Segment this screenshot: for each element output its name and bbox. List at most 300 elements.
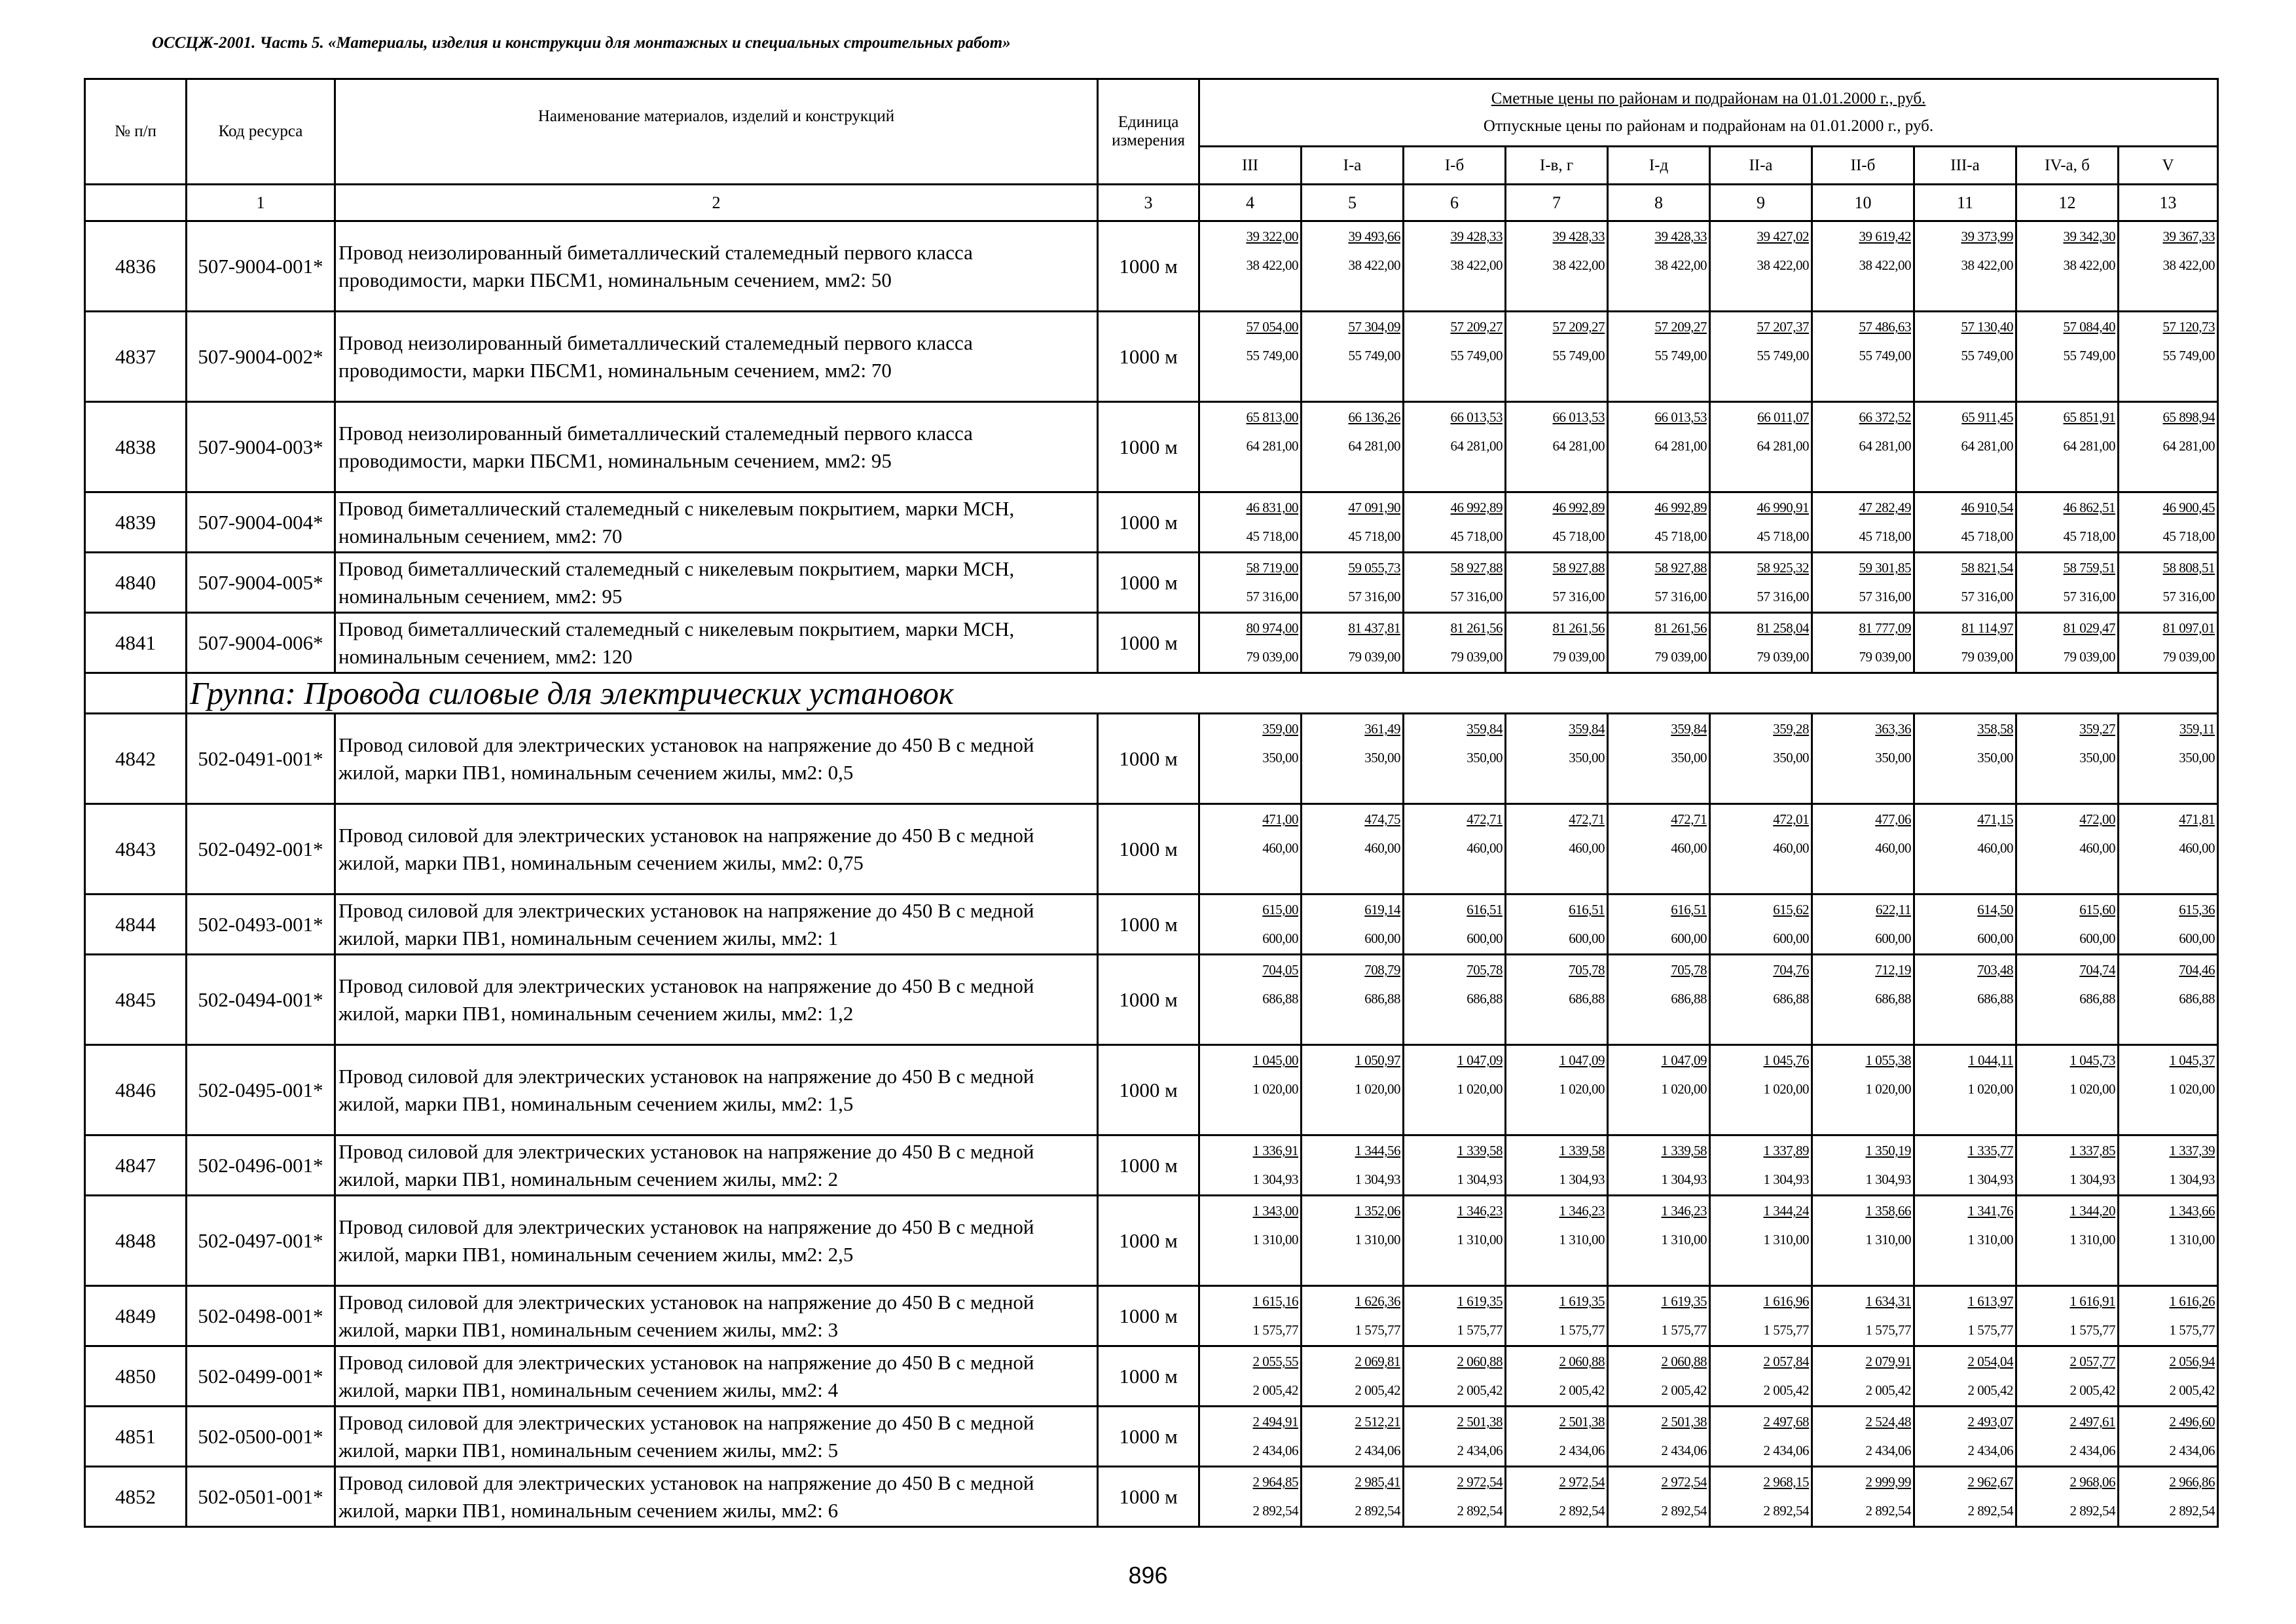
price-cell — [1506, 221, 1608, 312]
column-number: 3 — [1098, 185, 1199, 221]
release-price: 38 422,00 — [1654, 257, 1707, 273]
estimate-price: 1 346,23 — [1559, 1203, 1605, 1219]
price-cell — [1302, 1407, 1404, 1467]
release-price: 2 005,42 — [2069, 1382, 2115, 1398]
price-cell — [1914, 1286, 2016, 1346]
estimate-price: 703,48 — [1977, 962, 2013, 978]
table-row — [85, 714, 2218, 804]
estimate-price: 712,19 — [1875, 962, 1911, 978]
price-cell — [1914, 804, 2016, 895]
price-cell — [1302, 804, 1404, 895]
header-name: Наименование материалов, изделий и конструкций — [335, 79, 1098, 185]
release-price: 1 020,00 — [1559, 1081, 1605, 1097]
price-cell — [1710, 553, 1812, 613]
estimate-price: 46 992,89 — [1552, 500, 1605, 515]
price-cell — [1608, 402, 1710, 492]
price-cell — [1302, 613, 1404, 673]
price-table — [84, 78, 2219, 1528]
price-cell — [2016, 1346, 2119, 1407]
release-price: 2 434,06 — [1865, 1443, 1911, 1458]
price-cell — [1199, 1346, 1302, 1407]
estimate-price: 66 011,07 — [1757, 409, 1809, 425]
price-cell — [1302, 402, 1404, 492]
column-number: 4 — [1199, 185, 1302, 221]
release-price: 1 304,93 — [1457, 1172, 1503, 1187]
estimate-price: 65 911,45 — [1961, 409, 2013, 425]
estimate-price: 1 337,39 — [2169, 1143, 2215, 1158]
estimate-price: 57 207,37 — [1757, 319, 1809, 335]
release-price: 1 310,00 — [1661, 1232, 1707, 1247]
release-price: 38 422,00 — [1246, 257, 1298, 273]
release-price: 350,00 — [1467, 750, 1503, 766]
release-price: 686,88 — [1773, 991, 1809, 1006]
unit-of-measure: 1000 м — [1098, 553, 1199, 613]
price-cell — [2119, 1407, 2218, 1467]
estimate-price: 472,01 — [1773, 811, 1809, 827]
estimate-price: 363,36 — [1875, 721, 1911, 737]
price-cell — [2016, 895, 2119, 955]
unit-of-measure: 1000 м — [1098, 221, 1199, 312]
price-cell — [1812, 1196, 1914, 1286]
column-number: 8 — [1608, 185, 1710, 221]
estimate-price: 2 497,68 — [1763, 1414, 1809, 1430]
estimate-price: 708,79 — [1364, 962, 1400, 978]
unit-of-measure: 1000 м — [1098, 1045, 1199, 1135]
estimate-price: 46 831,00 — [1246, 500, 1298, 515]
estimate-price: 705,78 — [1671, 962, 1707, 978]
release-price: 38 422,00 — [2063, 257, 2115, 273]
row-num: 4838 — [85, 402, 187, 492]
release-price: 600,00 — [1671, 931, 1707, 946]
estimate-price: 615,62 — [1773, 902, 1809, 917]
estimate-price: 358,58 — [1977, 721, 2013, 737]
estimate-price: 58 808,51 — [2162, 560, 2215, 576]
price-cell — [1608, 804, 1710, 895]
row-num: 4839 — [85, 492, 187, 553]
release-price: 57 316,00 — [1961, 589, 2013, 604]
row-num: 4841 — [85, 613, 187, 673]
estimate-price: 615,00 — [1262, 902, 1298, 917]
estimate-price: 57 209,27 — [1654, 319, 1707, 335]
price-cell — [1812, 553, 1914, 613]
column-number-blank — [85, 185, 187, 221]
price-cell — [1812, 1045, 1914, 1135]
release-price: 1 575,77 — [1252, 1322, 1298, 1338]
price-cell — [1914, 613, 2016, 673]
unit-of-measure: 1000 м — [1098, 1407, 1199, 1467]
estimate-price: 616,51 — [1569, 902, 1605, 917]
estimate-price: 2 972,54 — [1661, 1474, 1707, 1490]
release-price: 1 020,00 — [1661, 1081, 1707, 1097]
price-cell — [1302, 895, 1404, 955]
release-price: 64 281,00 — [1450, 438, 1503, 454]
price-cell — [1506, 492, 1608, 553]
release-price: 2 434,06 — [1763, 1443, 1809, 1458]
estimate-price: 47 282,49 — [1859, 500, 1911, 515]
release-price: 2 434,06 — [2169, 1443, 2215, 1458]
release-price: 350,00 — [1364, 750, 1400, 766]
release-price: 2 892,54 — [1661, 1503, 1707, 1519]
price-cell — [1608, 1135, 1710, 1196]
price-cell — [1404, 1407, 1506, 1467]
release-price: 1 020,00 — [1355, 1081, 1400, 1097]
price-cell — [1302, 1467, 1404, 1527]
release-price: 2 892,54 — [1967, 1503, 2013, 1519]
estimate-price: 59 055,73 — [1348, 560, 1400, 576]
price-cell — [1710, 613, 1812, 673]
estimate-price: 81 261,56 — [1450, 620, 1503, 636]
estimate-price: 58 821,54 — [1961, 560, 2013, 576]
resource-code: 507-9004-006* — [187, 613, 335, 673]
price-cell — [2016, 553, 2119, 613]
estimate-price: 2 964,85 — [1252, 1474, 1298, 1490]
group-row-blank — [85, 673, 187, 714]
release-price: 460,00 — [2079, 840, 2115, 856]
price-cell — [1812, 1407, 1914, 1467]
estimate-price: 2 972,54 — [1559, 1474, 1605, 1490]
estimate-price: 57 120,73 — [2162, 319, 2215, 335]
price-cell — [2119, 613, 2218, 673]
estimate-price: 66 372,52 — [1859, 409, 1911, 425]
release-price: 1 304,93 — [1355, 1172, 1400, 1187]
release-price: 1 020,00 — [1252, 1081, 1298, 1097]
estimate-price: 46 862,51 — [2063, 500, 2115, 515]
release-price: 57 316,00 — [1859, 589, 1911, 604]
row-num: 4852 — [85, 1467, 187, 1527]
price-cell — [1199, 402, 1302, 492]
estimate-price: 616,51 — [1467, 902, 1503, 917]
estimate-price: 47 091,90 — [1348, 500, 1400, 515]
estimate-price: 359,27 — [2079, 721, 2115, 737]
price-cell — [1302, 1346, 1404, 1407]
estimate-price: 58 719,00 — [1246, 560, 1298, 576]
estimate-price: 58 925,32 — [1757, 560, 1809, 576]
resource-code: 507-9004-004* — [187, 492, 335, 553]
price-cell — [2119, 492, 2218, 553]
release-price: 1 304,93 — [2169, 1172, 2215, 1187]
estimate-price: 1 346,23 — [1457, 1203, 1503, 1219]
price-cell — [1404, 1135, 1506, 1196]
row-num: 4848 — [85, 1196, 187, 1286]
price-cell — [1404, 553, 1506, 613]
release-price: 45 718,00 — [1654, 528, 1707, 544]
estimate-price: 359,00 — [1262, 721, 1298, 737]
release-price: 1 020,00 — [1457, 1081, 1503, 1097]
release-price: 1 304,93 — [1252, 1172, 1298, 1187]
release-price: 1 310,00 — [1355, 1232, 1400, 1247]
estimate-price: 1 045,73 — [2069, 1052, 2115, 1068]
estimate-price: 57 084,40 — [2063, 319, 2115, 335]
estimate-price: 1 352,06 — [1355, 1203, 1400, 1219]
table-row — [85, 613, 2218, 673]
row-num: 4847 — [85, 1135, 187, 1196]
estimate-price: 81 261,56 — [1552, 620, 1605, 636]
estimate-price: 622,11 — [1876, 902, 1911, 917]
release-price: 1 304,93 — [1865, 1172, 1911, 1187]
price-cell — [1302, 492, 1404, 553]
estimate-price: 57 209,27 — [1450, 319, 1503, 335]
estimate-price: 57 054,00 — [1246, 319, 1298, 335]
release-price: 79 039,00 — [1348, 649, 1400, 665]
release-price: 460,00 — [1773, 840, 1809, 856]
release-price: 686,88 — [2179, 991, 2215, 1006]
row-num: 4842 — [85, 714, 187, 804]
release-price: 2 892,54 — [2069, 1503, 2115, 1519]
release-price: 1 304,93 — [1661, 1172, 1707, 1187]
estimate-price: 472,71 — [1467, 811, 1503, 827]
release-price: 45 718,00 — [2162, 528, 2215, 544]
estimate-price: 2 501,38 — [1559, 1414, 1605, 1430]
material-name: Провод силовой для электрических установок на напряжение до 450 В с медной жилой, марки ПВ1, номинальным сечением жилы, мм2: 6 — [335, 1467, 1098, 1527]
unit-of-measure: 1000 м — [1098, 613, 1199, 673]
estimate-price: 58 927,88 — [1552, 560, 1605, 576]
estimate-price: 1 634,31 — [1865, 1293, 1911, 1309]
release-price: 38 422,00 — [1859, 257, 1911, 273]
estimate-price: 2 999,99 — [1865, 1474, 1911, 1490]
price-cell — [1914, 955, 2016, 1045]
estimate-price: 615,60 — [2079, 902, 2115, 917]
release-price: 600,00 — [1467, 931, 1503, 946]
price-cell — [2119, 714, 2218, 804]
price-cell — [1302, 1135, 1404, 1196]
estimate-price: 1 047,09 — [1559, 1052, 1605, 1068]
price-cell — [2119, 553, 2218, 613]
release-price: 2 005,42 — [1967, 1382, 2013, 1398]
price-cell — [1710, 714, 1812, 804]
release-price: 460,00 — [1364, 840, 1400, 856]
estimate-price: 359,11 — [2179, 721, 2215, 737]
estimate-price: 39 428,33 — [1552, 229, 1605, 244]
estimate-price: 1 350,19 — [1865, 1143, 1911, 1158]
estimate-price: 1 616,91 — [2069, 1293, 2115, 1309]
price-cell — [1812, 1286, 1914, 1346]
estimate-price: 2 512,21 — [1355, 1414, 1400, 1430]
price-cell — [1608, 553, 1710, 613]
price-cell — [1914, 1407, 2016, 1467]
price-cell — [1914, 312, 2016, 402]
estimate-price: 2 056,94 — [2169, 1354, 2215, 1369]
price-cell — [1812, 955, 1914, 1045]
release-price: 2 892,54 — [2169, 1503, 2215, 1519]
price-cell — [1506, 402, 1608, 492]
estimate-price: 1 346,23 — [1661, 1203, 1707, 1219]
release-price: 350,00 — [1671, 750, 1707, 766]
header-region: III — [1199, 147, 1302, 185]
estimate-price: 2 057,84 — [1763, 1354, 1809, 1369]
price-cell — [1608, 955, 1710, 1045]
page-number: 896 — [1128, 1562, 1168, 1589]
price-cell — [1199, 714, 1302, 804]
release-price: 2 005,42 — [1457, 1382, 1503, 1398]
release-price: 55 749,00 — [2063, 348, 2115, 363]
unit-of-measure: 1000 м — [1098, 492, 1199, 553]
price-cell — [1710, 895, 1812, 955]
estimate-price: 46 910,54 — [1961, 500, 2013, 515]
release-price: 2 434,06 — [1967, 1443, 2013, 1458]
estimate-price: 2 972,54 — [1457, 1474, 1503, 1490]
estimate-price: 705,78 — [1467, 962, 1503, 978]
estimate-price: 472,00 — [2079, 811, 2115, 827]
material-name: Провод неизолированный биметаллический сталемедный первого класса проводимости, марки ПБСМ1, номинальным сечением, мм2: 95 — [335, 402, 1098, 492]
price-cell — [1404, 1346, 1506, 1407]
estimate-price: 1 045,37 — [2169, 1052, 2215, 1068]
resource-code: 502-0500-001* — [187, 1407, 335, 1467]
estimate-price: 58 927,88 — [1450, 560, 1503, 576]
estimate-price: 1 344,24 — [1763, 1203, 1809, 1219]
price-cell — [1812, 402, 1914, 492]
resource-code: 502-0497-001* — [187, 1196, 335, 1286]
table-row — [85, 221, 2218, 312]
header-prices — [1199, 79, 2218, 147]
price-cell — [1608, 1346, 1710, 1407]
release-price: 2 434,06 — [1457, 1443, 1503, 1458]
estimate-price: 2 055,55 — [1252, 1354, 1298, 1369]
estimate-price: 46 900,45 — [2162, 500, 2215, 515]
unit-of-measure: 1000 м — [1098, 714, 1199, 804]
release-price: 686,88 — [1977, 991, 2013, 1006]
price-cell — [2016, 1045, 2119, 1135]
release-price: 64 281,00 — [2063, 438, 2115, 454]
estimate-price: 1 619,35 — [1457, 1293, 1503, 1309]
price-cell — [2119, 221, 2218, 312]
release-price: 45 718,00 — [1961, 528, 2013, 544]
release-price: 1 304,93 — [2069, 1172, 2115, 1187]
table-row — [85, 1135, 2218, 1196]
unit-of-measure: 1000 м — [1098, 1135, 1199, 1196]
column-number: 9 — [1710, 185, 1812, 221]
row-num: 4851 — [85, 1407, 187, 1467]
estimate-price: 1 339,58 — [1661, 1143, 1707, 1158]
estimate-price: 39 428,33 — [1654, 229, 1707, 244]
price-cell — [1608, 1407, 1710, 1467]
estimate-price: 1 337,85 — [2069, 1143, 2115, 1158]
estimate-price: 2 060,88 — [1661, 1354, 1707, 1369]
estimate-price: 65 898,94 — [2162, 409, 2215, 425]
estimate-price: 1 055,38 — [1865, 1052, 1911, 1068]
estimate-price: 2 497,61 — [2069, 1414, 2115, 1430]
estimate-price: 57 130,40 — [1961, 319, 2013, 335]
estimate-price: 2 069,81 — [1355, 1354, 1400, 1369]
release-price: 1 310,00 — [1763, 1232, 1809, 1247]
price-cell — [1812, 492, 1914, 553]
material-name: Провод силовой для электрических установок на напряжение до 450 В с медной жилой, марки ПВ1, номинальным сечением жилы, мм2: 2 — [335, 1135, 1098, 1196]
price-cell — [2119, 1467, 2218, 1527]
estimate-price: 46 990,91 — [1757, 500, 1809, 515]
price-cell — [2016, 1196, 2119, 1286]
release-price: 1 575,77 — [1661, 1322, 1707, 1338]
estimate-price: 2 496,60 — [2169, 1414, 2215, 1430]
estimate-price: 361,49 — [1364, 721, 1400, 737]
price-cell — [1404, 804, 1506, 895]
release-price: 2 892,54 — [1763, 1503, 1809, 1519]
price-cell — [2016, 1407, 2119, 1467]
header-unit: Единица измерения — [1098, 79, 1199, 185]
price-cell — [1302, 714, 1404, 804]
price-cell — [1710, 955, 1812, 1045]
row-num: 4843 — [85, 804, 187, 895]
resource-code: 507-9004-003* — [187, 402, 335, 492]
estimate-price: 1 339,58 — [1457, 1143, 1503, 1158]
estimate-price: 471,15 — [1977, 811, 2013, 827]
release-price: 64 281,00 — [1859, 438, 1911, 454]
price-cell — [1914, 553, 2016, 613]
estimate-price: 705,78 — [1569, 962, 1605, 978]
unit-of-measure: 1000 м — [1098, 1286, 1199, 1346]
price-cell — [1710, 1407, 1812, 1467]
resource-code: 502-0498-001* — [187, 1286, 335, 1346]
price-cell — [2016, 402, 2119, 492]
group-row — [85, 673, 2218, 714]
price-cell — [1199, 1135, 1302, 1196]
row-num: 4846 — [85, 1045, 187, 1135]
release-price: 55 749,00 — [1859, 348, 1911, 363]
material-name: Провод биметаллический сталемедный с никелевым покрытием, марки МСН, номинальным сечением, мм2: 70 — [335, 492, 1098, 553]
estimate-price: 619,14 — [1364, 902, 1400, 917]
release-price: 79 039,00 — [1757, 649, 1809, 665]
release-price: 460,00 — [2179, 840, 2215, 856]
price-cell — [1506, 1286, 1608, 1346]
estimate-price: 1 337,89 — [1763, 1143, 1809, 1158]
header-region: III-а — [1914, 147, 2016, 185]
price-cell — [1404, 312, 1506, 402]
estimate-price: 1 619,35 — [1661, 1293, 1707, 1309]
release-price: 64 281,00 — [1348, 438, 1400, 454]
estimate-price: 1 626,36 — [1355, 1293, 1400, 1309]
price-cell — [1506, 312, 1608, 402]
price-cell — [2016, 613, 2119, 673]
release-price: 460,00 — [1262, 840, 1298, 856]
release-price: 686,88 — [1467, 991, 1503, 1006]
material-name: Провод неизолированный биметаллический сталемедный первого класса проводимости, марки ПБСМ1, номинальным сечением, мм2: 70 — [335, 312, 1098, 402]
estimate-price: 81 258,04 — [1757, 620, 1809, 636]
release-price: 38 422,00 — [1552, 257, 1605, 273]
estimate-price: 1 044,11 — [1968, 1052, 2013, 1068]
price-cell — [1199, 1407, 1302, 1467]
release-price: 2 892,54 — [1457, 1503, 1503, 1519]
release-price: 57 316,00 — [1757, 589, 1809, 604]
release-price: 38 422,00 — [1450, 257, 1503, 273]
material-name: Провод силовой для электрических установок на напряжение до 450 В с медной жилой, марки ПВ1, номинальным сечением жилы, мм2: 5 — [335, 1407, 1098, 1467]
estimate-price: 1 339,58 — [1559, 1143, 1605, 1158]
release-price: 79 039,00 — [1654, 649, 1707, 665]
price-cell — [1608, 221, 1710, 312]
price-cell — [1608, 1286, 1710, 1346]
price-cell — [1302, 553, 1404, 613]
material-name: Провод силовой для электрических установок на напряжение до 450 В с медной жилой, марки ПВ1, номинальным сечением жилы, мм2: 0,5 — [335, 714, 1098, 804]
price-cell — [1914, 1467, 2016, 1527]
estimate-price: 359,84 — [1467, 721, 1503, 737]
header-prices-estimate: Сметные цены по районам и подрайонам на 01.01.2000 г., руб. — [1491, 90, 1926, 107]
price-cell — [1506, 1407, 1608, 1467]
resource-code: 507-9004-005* — [187, 553, 335, 613]
estimate-price: 477,06 — [1875, 811, 1911, 827]
release-price: 45 718,00 — [1450, 528, 1503, 544]
unit-of-measure: 1000 м — [1098, 1196, 1199, 1286]
release-price: 1 575,77 — [1763, 1322, 1809, 1338]
release-price: 45 718,00 — [1757, 528, 1809, 544]
price-cell — [1710, 1467, 1812, 1527]
price-cell — [2016, 312, 2119, 402]
header-region: I-в, г — [1506, 147, 1608, 185]
price-cell — [2119, 955, 2218, 1045]
price-cell — [1710, 804, 1812, 895]
estimate-price: 1 045,00 — [1252, 1052, 1298, 1068]
price-cell — [2016, 714, 2119, 804]
price-cell — [1812, 1135, 1914, 1196]
estimate-price: 704,74 — [2079, 962, 2115, 978]
header-num: № п/п — [85, 79, 187, 185]
estimate-price: 615,36 — [2179, 902, 2215, 917]
